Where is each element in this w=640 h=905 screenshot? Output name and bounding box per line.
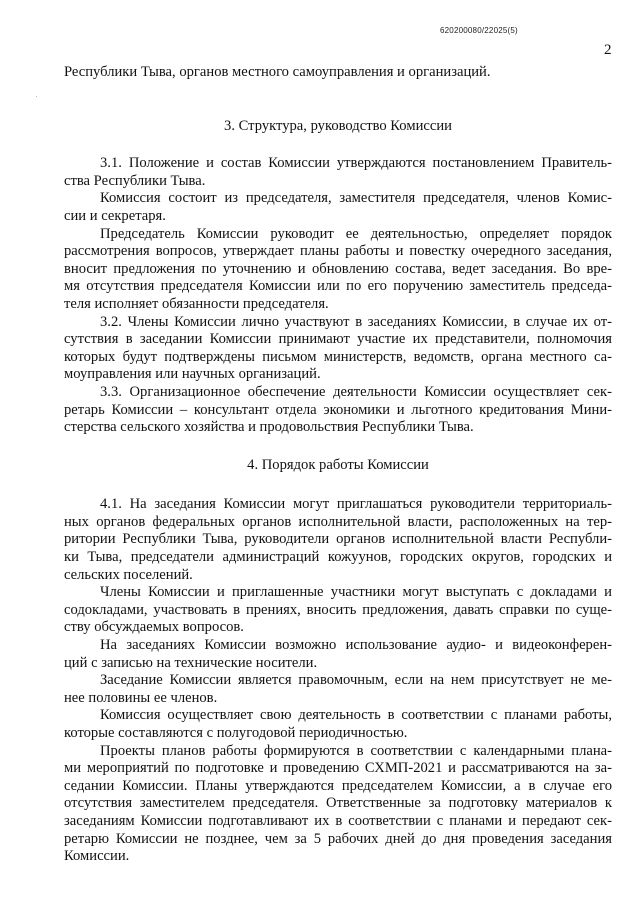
text-line: сии и секретаря. [64, 207, 166, 224]
text-line: нее половины ее членов. [64, 689, 218, 706]
text-line: стерства сельского хозяйства и продовольствия Республики Тыва. [64, 419, 474, 436]
section-3-heading: 3. Структура, руководство Комиссии [224, 117, 452, 134]
text-line: ретарь Комиссии – консультант отдела экономики и льготного кредитования Мини- [64, 401, 612, 418]
text-line: 3.1. Положение и состав Комиссии утверждаются постановлением Правитель- [100, 155, 612, 172]
text-line: Комиссии. [64, 848, 130, 865]
text-line: Проекты планов работы формируются в соответствии с календарными плана- [100, 742, 612, 759]
text-line: 4.1. На заседания Комиссии могут приглашаться руководители территориаль- [100, 496, 612, 513]
scan-speck [36, 96, 37, 97]
text-line: теля исполняет обязанности председателя. [64, 295, 329, 312]
text-line: Председатель Комиссии руководит ее деятельностью, определяет порядок [100, 225, 612, 242]
text-line: Члены Комиссии и приглашенные участники могут выступать с докладами и [100, 584, 612, 601]
text-line: ций с записью на технические носители. [64, 654, 318, 671]
text-line: На заседаниях Комиссии возможно использование аудио- и видеоконферен- [100, 637, 612, 654]
text-line: сельских поселений. [64, 566, 193, 583]
text-line: ми мероприятий по подготовке и проведению СХМП-2021 и рассматриваются на за- [64, 760, 612, 777]
text-line: седании Комиссии. Планы утверждаются председателем Комиссии, а в случае его [64, 777, 612, 794]
document-body [64, 64, 612, 866]
page-number: 2 [604, 42, 612, 58]
text-line: вносит предложения по уточнению и обновлению состава, ведет заседания. Во вре- [64, 260, 612, 277]
text-line: сутствия в заседании Комиссии принимают участие их представители, полномочия [64, 331, 612, 348]
text-line: заседаниям Комиссии подготавливают их в соответствии с планами и передают сек- [64, 812, 612, 829]
text-line: моуправления или научных организаций. [64, 366, 321, 383]
text-line: ритории Республики Тыва, руководители органов исполнительной власти Республи- [64, 531, 612, 548]
text-line: 3.2. Члены Комиссии лично участвуют в заседаниях Комиссии, в случае их от- [100, 313, 612, 330]
text-line: 3.3. Организационное обеспечение деятельности Комиссии осуществляет сек- [100, 383, 612, 400]
text-line: которых будут подтверждены письмом министерств, ведомств, органа местного са- [64, 348, 612, 365]
text-line: Комиссия осуществляет свою деятельность в соответствии с планами работы, [100, 707, 612, 724]
text-line: ретарю Комиссии не позднее, чем за 5 рабочих дней до дня проведения заседания [64, 830, 612, 847]
text-line: ных органов федеральных органов исполнительной власти, расположенных на тер- [64, 513, 612, 530]
text-line: ству обсуждаемых вопросов. [64, 619, 244, 636]
text-line: Заседание Комиссии является правомочным, если на нем присутствует не ме- [100, 672, 612, 689]
text-line: которые составляются с полугодовой периодичностью. [64, 725, 408, 741]
section-4-heading: 4. Порядок работы Комиссии [247, 456, 429, 473]
intro-line: Республики Тыва, органов местного самоуправления и организаций. [64, 64, 491, 80]
section-3-body [64, 155, 612, 437]
text-line: ства Республики Тыва. [64, 172, 206, 189]
text-line: отсутствия заместителем председателя. Ответственные за подготовку материалов к [64, 795, 612, 812]
text-line: содокладами, участвовать в прениях, вносить предложения, давать справки по суще- [64, 601, 612, 618]
section-4-body [64, 496, 612, 865]
text-line: Комиссия состоит из председателя, заместителя председателя, членов Комис- [100, 190, 612, 207]
text-line: рассмотрения вопросов, утверждает планы работы и повестку очередного заседания, [64, 243, 612, 260]
text-line: мя отсутствия председателя Комиссии или по его поручению заместитель председа- [64, 278, 612, 295]
document-code: 620200080/22025(5) [440, 26, 518, 35]
text-line: ки Тыва, председатели администраций кожуунов, городских округов, городских и [64, 549, 612, 566]
